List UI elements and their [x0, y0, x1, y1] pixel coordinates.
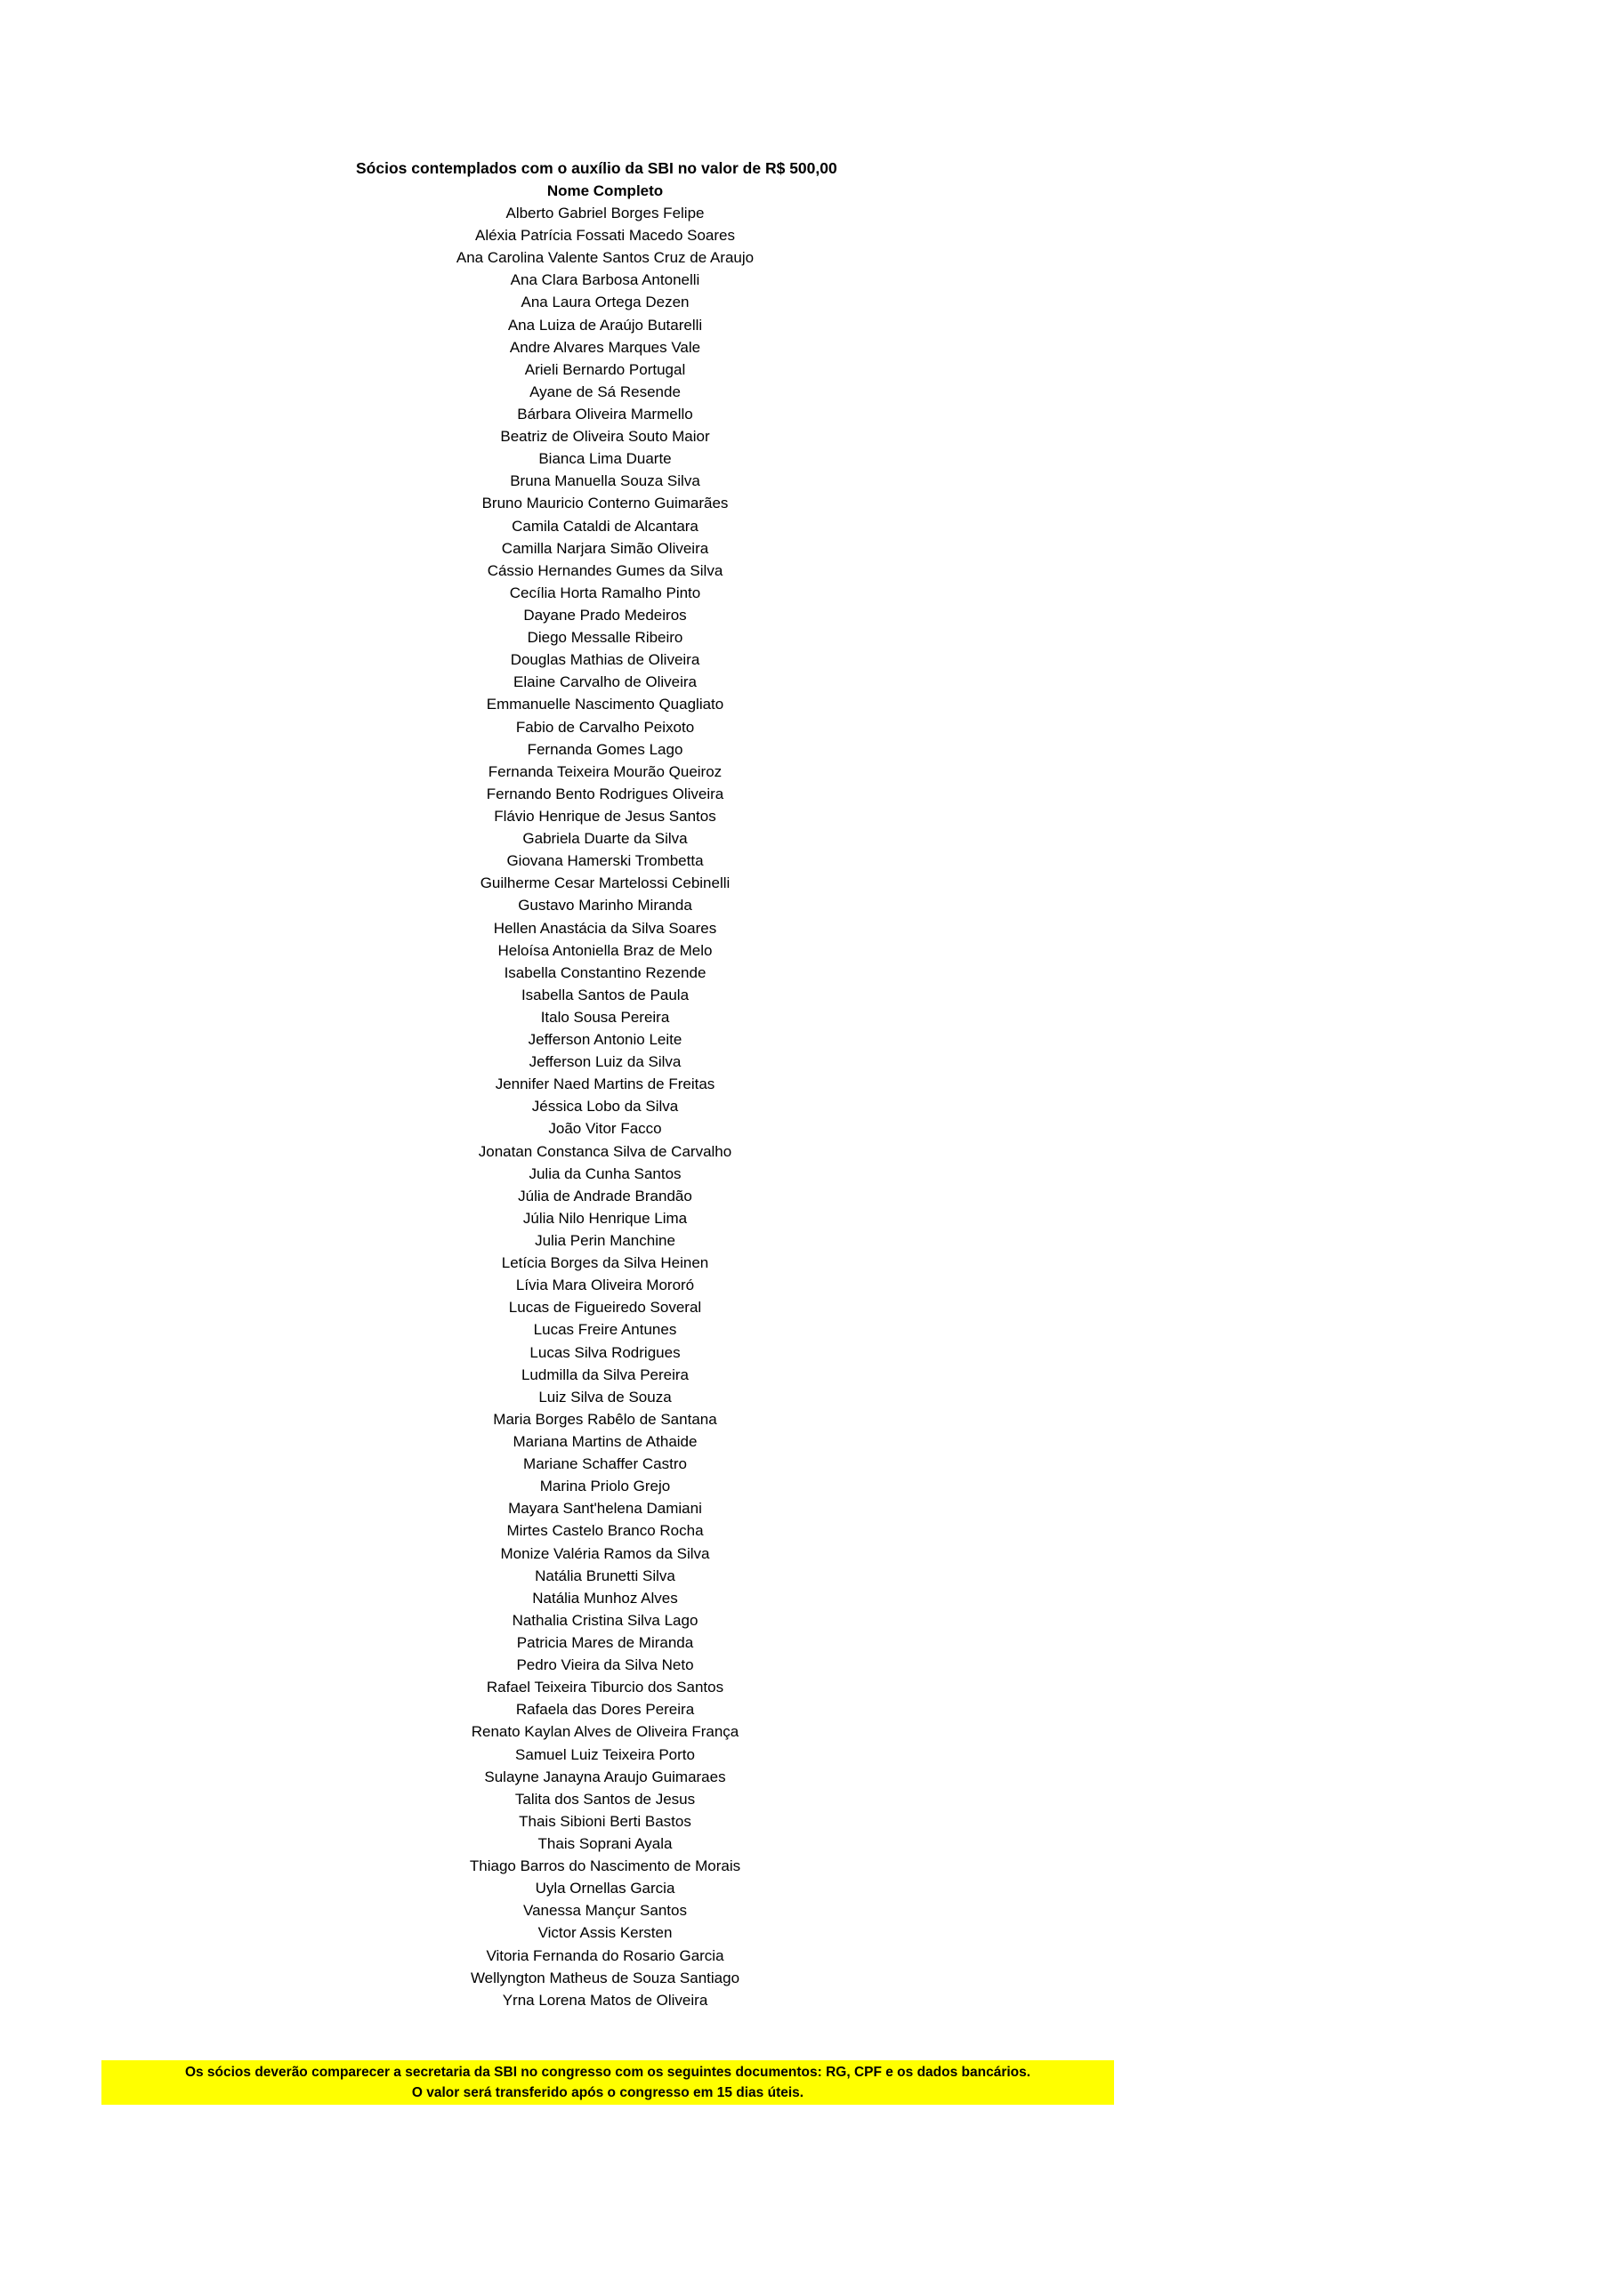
name-list-item: Natália Munhoz Alves: [532, 1589, 678, 1607]
name-list-item: Yrna Lorena Matos de Oliveira: [502, 1991, 708, 2009]
name-list-item: Júlia Nilo Henrique Lima: [522, 1209, 688, 1227]
name-list-item: Wellyngton Matheus de Souza Santiago: [470, 1969, 740, 1986]
name-list-item: Lucas Freire Antunes: [533, 1321, 677, 1339]
name-list-item: Alberto Gabriel Borges Felipe: [505, 205, 705, 222]
name-list-item: Thais Sibioni Berti Bastos: [519, 1812, 691, 1830]
name-list-item: Mariane Schaffer Castro: [523, 1455, 687, 1473]
name-list-item: Dayane Prado Medeiros: [523, 606, 687, 624]
name-list-item: Isabella Santos de Paula: [521, 986, 690, 1003]
name-list-item: Bianca Lima Duarte: [538, 450, 672, 468]
name-list-item: Camila Cataldi de Alcantara: [512, 517, 698, 535]
name-list-item: Maria Borges Rabêlo de Santana: [493, 1410, 717, 1428]
name-list-item: Jennifer Naed Martins de Freitas: [495, 1075, 715, 1093]
name-list-item: Letícia Borges da Silva Heinen: [501, 1254, 709, 1272]
name-list-item: Cecília Horta Ramalho Pinto: [509, 584, 701, 601]
name-list-item: Uyla Ornellas Garcia: [535, 1880, 675, 1897]
names-list: [338, 202, 872, 2011]
name-list-item: Thais Soprani Ayala: [537, 1834, 673, 1852]
name-list-item: Guilherme Cesar Martelossi Cebinelli: [480, 874, 731, 892]
name-list-item: Hellen Anastácia da Silva Soares: [493, 919, 717, 937]
name-list-item: Ana Carolina Valente Santos Cruz de Araujo: [456, 249, 755, 267]
name-list-item: Arieli Bernardo Portugal: [524, 360, 686, 378]
name-list-item: Giovana Hamerski Trombetta: [506, 852, 704, 870]
name-list-item: Douglas Mathias de Oliveira: [510, 651, 700, 669]
name-list-item: Julia Perin Manchine: [535, 1232, 675, 1250]
name-list-item: Cássio Hernandes Gumes da Silva: [487, 561, 723, 579]
name-list-item: Elaine Carvalho de Oliveira: [513, 673, 697, 691]
name-list-item: Emmanuelle Nascimento Quagliato: [486, 696, 724, 713]
name-list-item: Gabriela Duarte da Silva: [522, 830, 688, 848]
name-list-item: Nathalia Cristina Silva Lago: [512, 1611, 698, 1629]
name-list-item: Mariana Martins de Athaide: [513, 1433, 698, 1451]
name-list-item: Fernanda Gomes Lago: [527, 740, 683, 758]
name-list-item: Ayane de Sá Resende: [529, 383, 681, 400]
name-list-item: Ana Luiza de Araújo Butarelli: [507, 316, 703, 334]
name-list-item: Talita dos Santos de Jesus: [514, 1790, 696, 1808]
name-list-item: Luiz Silva de Souza: [538, 1388, 672, 1406]
name-list-item: Renato Kaylan Alves de Oliveira França: [471, 1723, 739, 1741]
name-list-item: Diego Messalle Ribeiro: [527, 629, 683, 647]
name-list-item: Jefferson Luiz da Silva: [529, 1053, 682, 1071]
name-list-item: Jonatan Constanca Silva de Carvalho: [478, 1142, 732, 1160]
name-list-item: Sulayne Janayna Araujo Guimaraes: [484, 1768, 726, 1785]
name-list-item: Rafael Teixeira Tiburcio dos Santos: [486, 1679, 724, 1696]
name-list-item: Jéssica Lobo da Silva: [531, 1098, 679, 1116]
name-list-item: Beatriz de Oliveira Souto Maior: [500, 428, 710, 446]
name-list-item: Ana Clara Barbosa Antonelli: [510, 271, 700, 289]
name-list-item: Monize Valéria Ramos da Silva: [500, 1544, 710, 1562]
name-list-item: Pedro Vieira da Silva Neto: [516, 1656, 694, 1674]
name-list-item: Camilla Narjara Simão Oliveira: [501, 539, 709, 557]
name-list-item: Heloísa Antoniella Braz de Melo: [497, 941, 713, 959]
column-header: Nome Completo: [546, 182, 664, 199]
name-list-item: Fabio de Carvalho Peixoto: [515, 718, 695, 736]
name-list-item: Ludmilla da Silva Pereira: [521, 1366, 690, 1383]
name-list-item: Ana Laura Ortega Dezen: [521, 294, 690, 311]
name-list-item: Vanessa Mançur Santos: [523, 1902, 687, 1920]
name-list-item: Vitoria Fernanda do Rosario Garcia: [486, 1946, 724, 1964]
name-list-item: Andre Alvares Marques Vale: [509, 338, 701, 356]
name-list-item: Italo Sousa Pereira: [540, 1008, 670, 1026]
name-list-item: Lucas de Figueiredo Soveral: [508, 1299, 702, 1317]
name-list-item: Isabella Constantino Rezende: [504, 963, 707, 981]
name-list-item: Flávio Henrique de Jesus Santos: [494, 807, 716, 825]
name-list-item: Bruno Mauricio Conterno Guimarães: [481, 495, 729, 512]
name-list-item: Julia da Cunha Santos: [529, 1164, 682, 1182]
name-list-item: Samuel Luiz Teixeira Porto: [515, 1745, 695, 1763]
name-list-item: Fernando Bento Rodrigues Oliveira: [486, 785, 724, 802]
name-list-item: Rafaela das Dores Pereira: [515, 1701, 695, 1719]
name-list-item: Júlia de Andrade Brandão: [518, 1187, 692, 1204]
name-list-item: Mayara Sant'helena Damiani: [508, 1500, 702, 1518]
notice-line-1: Os sócios deverão comparecer a secretaria da SBI no congresso com os seguintes documentos: RG, CPF e os dados bancários.: [184, 2065, 1031, 2080]
name-list-item: Lívia Mara Oliveira Mororó: [515, 1277, 695, 1294]
name-list-item: Thiago Barros do Nascimento de Morais: [469, 1857, 741, 1875]
name-list-item: Fernanda Teixeira Mourão Queiroz: [488, 762, 723, 780]
name-list-item: Gustavo Marinho Miranda: [518, 897, 692, 914]
notice-line-2: O valor será transferido após o congresso em 15 dias úteis.: [411, 2085, 804, 2100]
name-list-item: Bárbara Oliveira Marmello: [517, 405, 693, 423]
name-list-item: Patricia Mares de Miranda: [516, 1634, 694, 1651]
notice-box: [101, 2060, 1114, 2105]
name-list-item: Jefferson Antonio Leite: [528, 1031, 682, 1049]
name-list-item: Aléxia Patrícia Fossati Macedo Soares: [475, 227, 735, 245]
name-list-item: Marina Priolo Grejo: [539, 1478, 671, 1495]
name-list-item: Victor Assis Kersten: [537, 1924, 673, 1942]
name-list-item: Lucas Silva Rodrigues: [529, 1343, 681, 1361]
name-list-item: Mirtes Castelo Branco Rocha: [506, 1522, 704, 1540]
name-list-item: Natália Brunetti Silva: [535, 1567, 675, 1584]
name-list-item: João Vitor Facco: [548, 1120, 662, 1138]
name-list-item: Bruna Manuella Souza Silva: [510, 472, 700, 490]
document-title: Sócios contemplados com o auxílio da SBI no valor de R$ 500,00: [356, 159, 837, 177]
